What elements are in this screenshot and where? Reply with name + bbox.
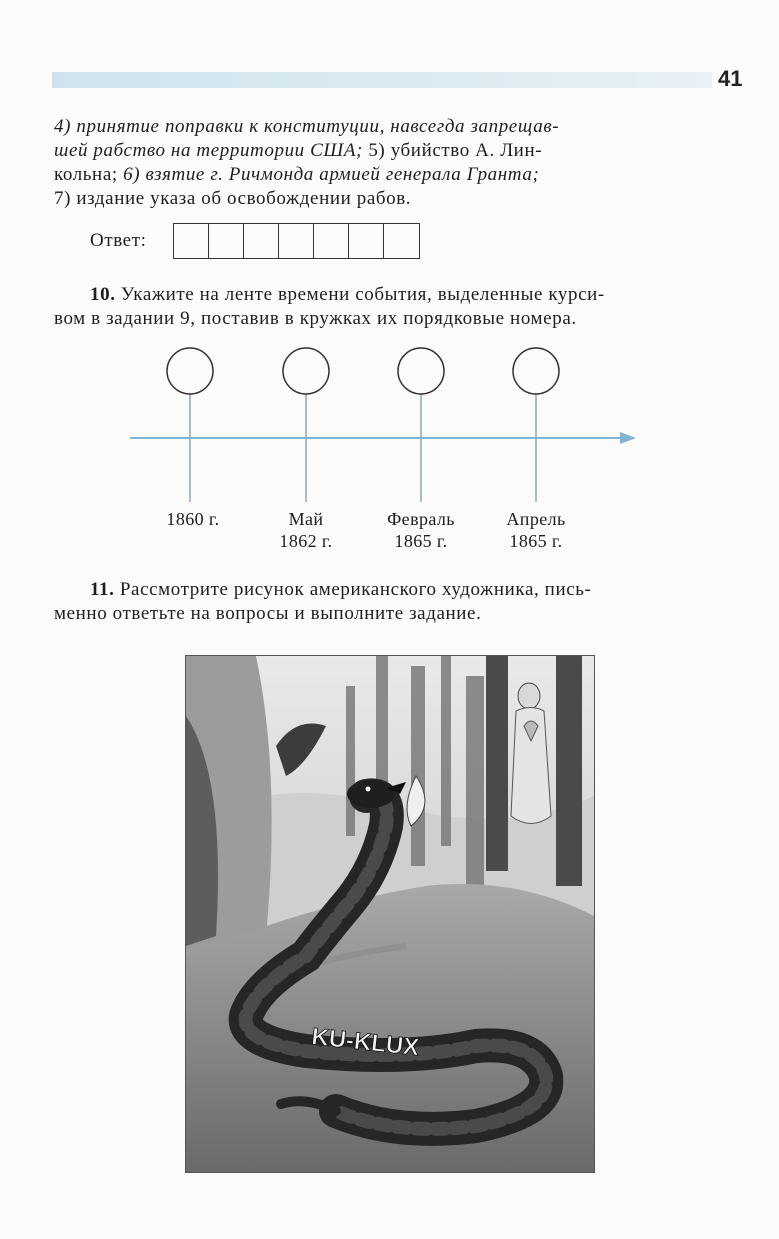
task11-line2: менно ответьте на вопросы и выполните задание. [54,603,482,624]
illustration-drawing [186,656,594,1172]
timeline-label [251,508,361,552]
timeline-circle[interactable] [167,348,213,394]
task9-line1: 4) принятие поправки к конституции, навсегда запрещав- [54,116,560,137]
task10-number: 10. [90,284,116,305]
timeline-circle[interactable] [398,348,444,394]
task11-line1: Рассмотрите рисунок американского художника, пись- [114,579,592,600]
answer-box[interactable] [314,224,349,258]
task11-number: 11. [90,579,115,600]
answer-row [90,222,420,260]
answer-box[interactable] [244,224,279,258]
task9-line2-italic: шей рабство на территории США; [54,140,363,161]
timeline-arrow-icon [620,432,636,444]
task9-line2-rest: 5) убийство А. Лин- [362,140,543,161]
answer-label: Ответ: [90,230,147,251]
timeline-label-line1: Май [288,509,324,529]
illustration [185,655,595,1173]
task11-text [54,578,718,626]
timeline-label-line2: 1865 г. [394,531,448,551]
timeline-label-line2: 1862 г. [279,531,333,551]
timeline-circle[interactable] [513,348,559,394]
timeline-label-line1: Февраль [387,509,455,529]
task9-line3-italic: 6) взятие г. Ричмонда армией генерала Гранта; [123,164,540,185]
timeline-label-line1: Апрель [506,509,566,529]
timeline-label [481,508,591,552]
page-number: 41 [718,66,743,91]
answer-box[interactable] [174,224,209,258]
timeline-label-line1: 1860 г. [166,509,220,529]
snake-inscription: KU-KLUX [310,1023,421,1062]
task9-continuation [54,115,718,211]
answer-box[interactable] [209,224,244,258]
task9-line3-a: кольна; [54,164,124,185]
answer-box[interactable] [349,224,384,258]
answer-box[interactable] [384,224,419,258]
task9-line4: 7) издание указа об освобождении рабов. [54,188,412,209]
header-band [52,72,712,88]
timeline-label-line2: 1865 г. [509,531,563,551]
timeline [120,340,650,560]
task10-line1: Укажите на ленте времени события, выделенные курси- [115,284,605,305]
timeline-label [366,508,476,552]
task10-line2: вом в задании 9, поставив в кружках их порядковые номера. [54,308,577,329]
timeline-label [138,508,248,530]
answer-boxes [173,223,420,259]
timeline-circle[interactable] [283,348,329,394]
task10-text [54,283,718,331]
answer-box[interactable] [279,224,314,258]
